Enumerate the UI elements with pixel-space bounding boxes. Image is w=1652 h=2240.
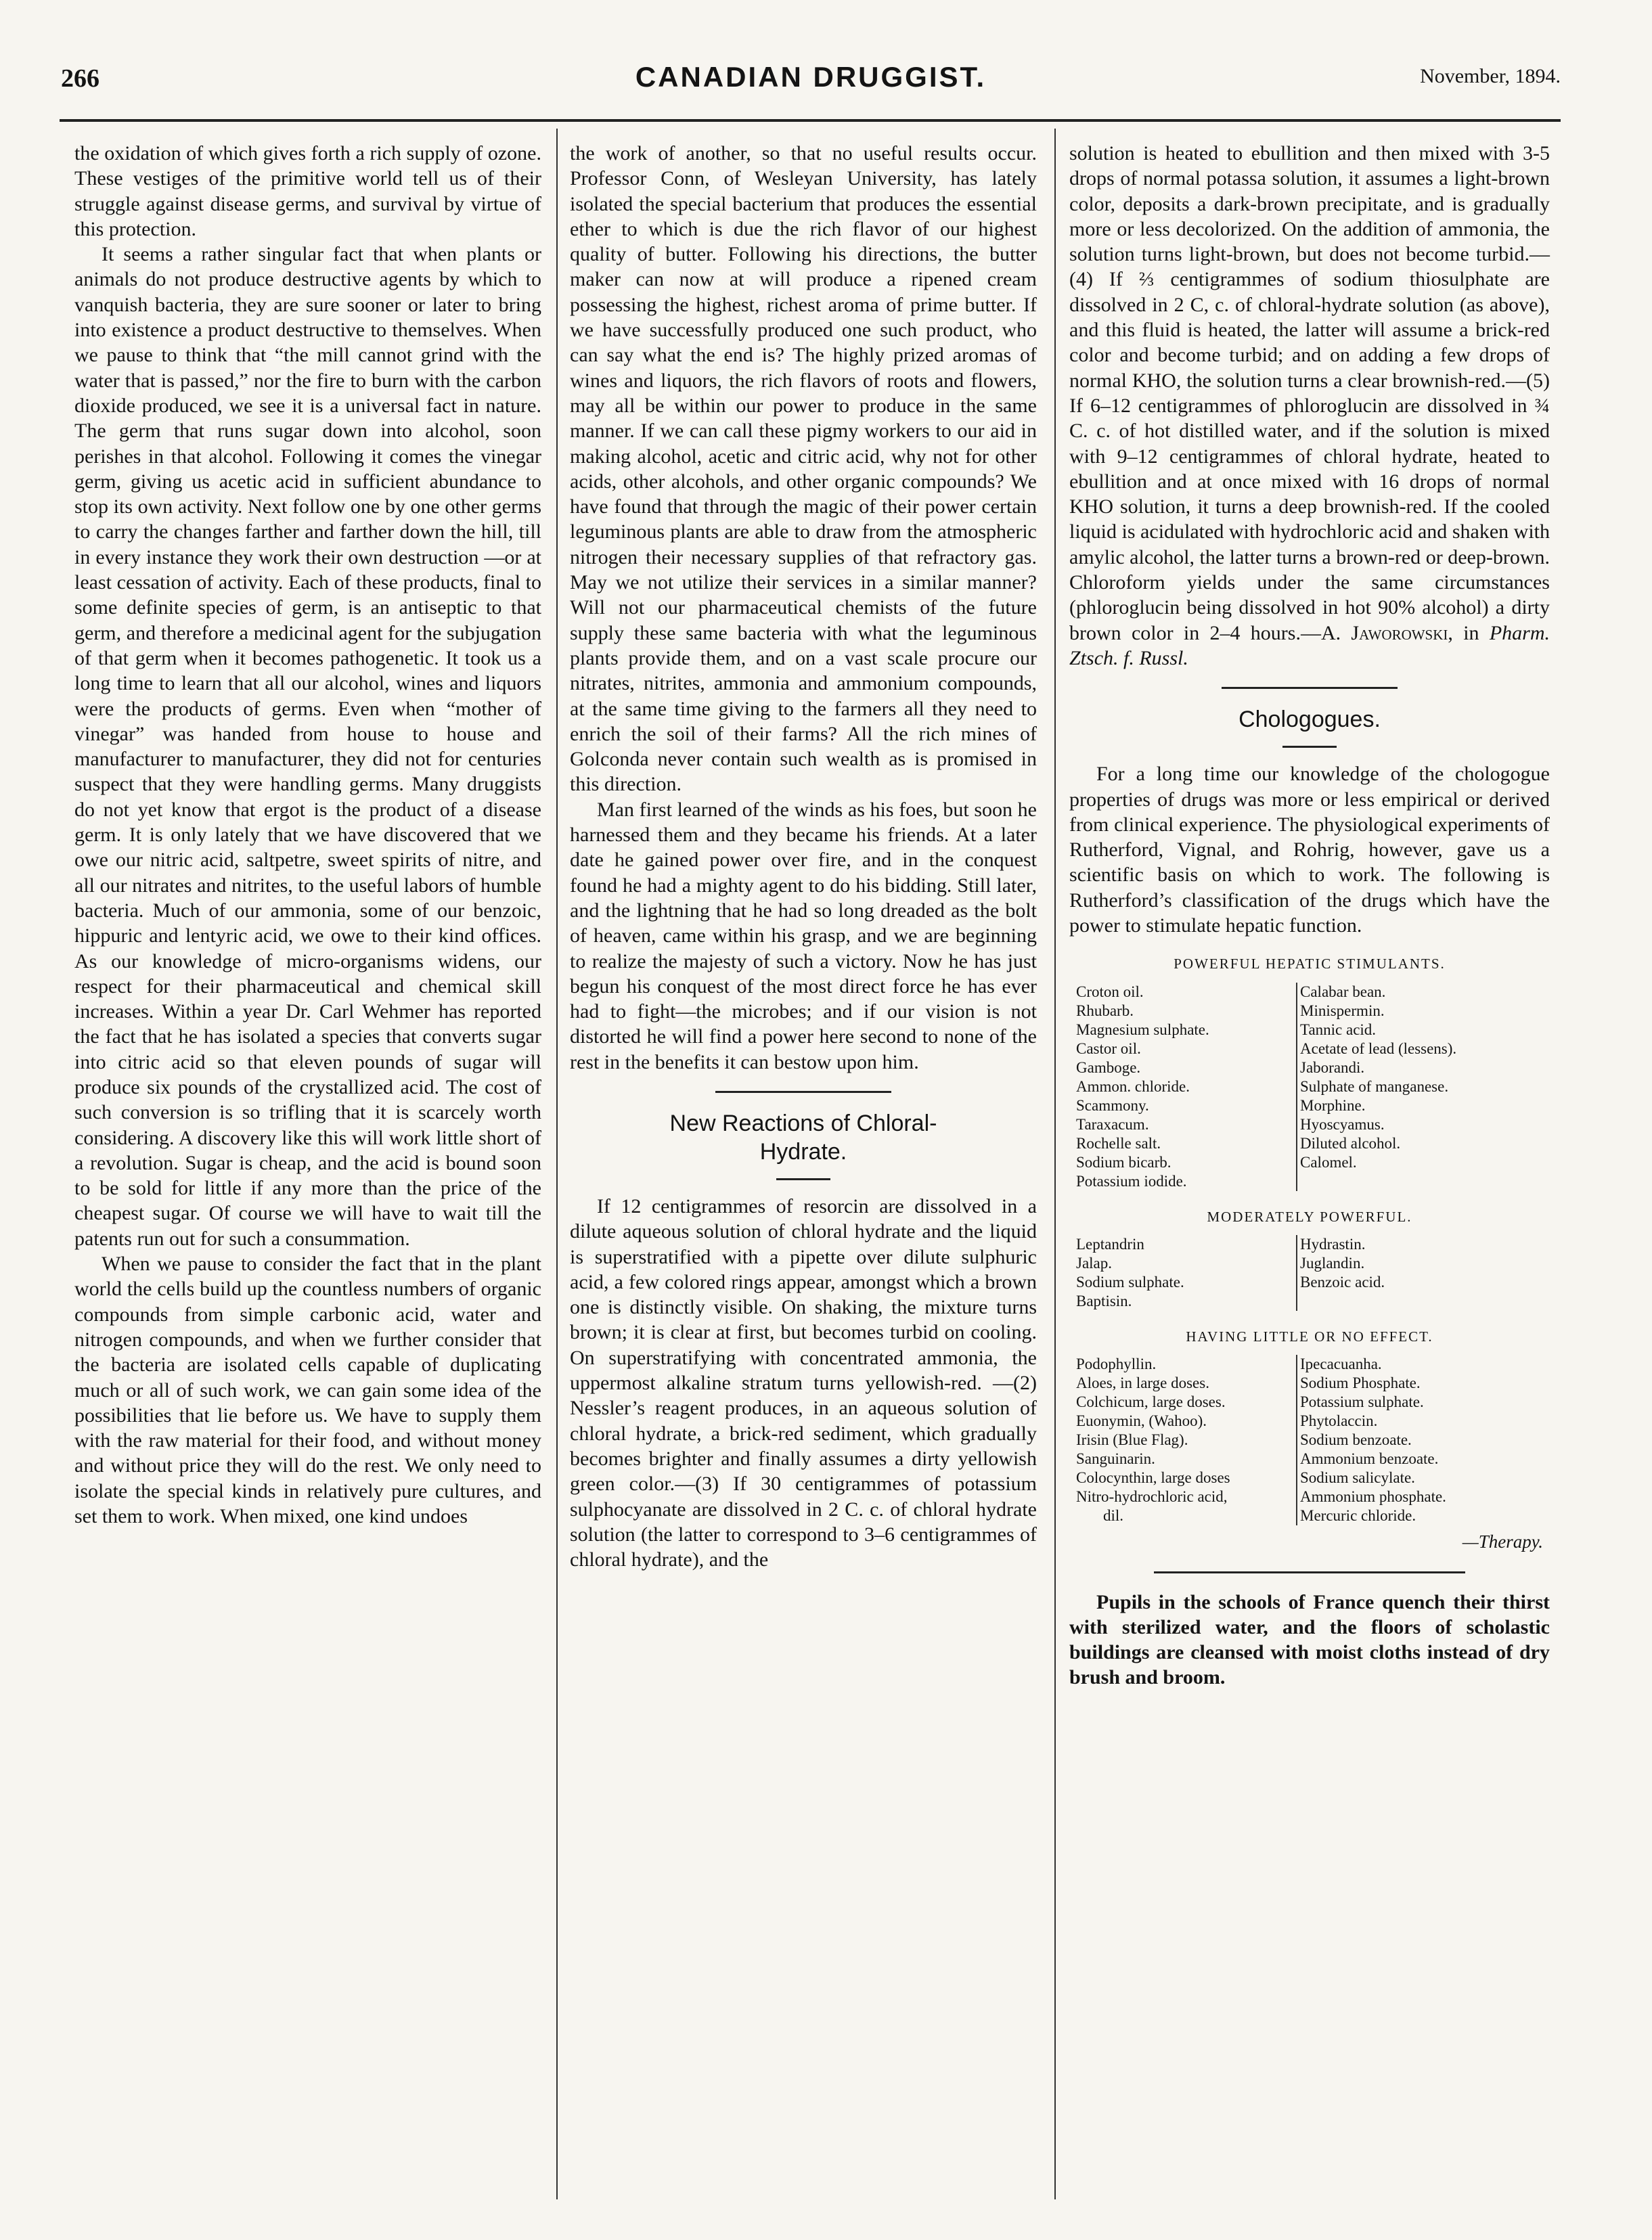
table-cell: Tannic acid.	[1300, 1021, 1377, 1038]
table-cell: Jaborandi.	[1300, 1058, 1365, 1076]
table-cell: Sodium Phosphate.	[1300, 1374, 1421, 1392]
page-header	[61, 61, 1561, 102]
paragraph: the work of another, so that no useful results occur. Professor Conn, of Wesleyan University, has lately isolated the special bacterium that produces the essential ether to which is due the rich flavor of our highest quality of butter. Following his directions, the butter maker can now at will produce a ripened cream possessing the highest, richest aroma of prime butter. If we have successfully produced one such product, who can say what the end is? The highly prized aromas of wines and liquors, the rich flavors of roots and flowers, may all be within our power to produce in the same manner. If we can call these pigmy workers to our aid in making alcohol, acetic and citric acid, why not for other acids, other alcohols, and other organic compounds? We have found that through the magic of their power certain leguminous plants are able to draw from the atmospheric nitrogen their necessary supplies of that refractory gas. May we not utilize their services in a similar manner? Will not our pharmaceutical chemists of the future supply these same bacteria with what the leguminous plants provide them, and on a vast scale procure our nitrates, nitrites, ammonia and ammonium compounds, at the same time giving to the farmers all they need to enrich the soil of their farms? All the rich mines of Golconda never contain such wealth as is promised in this direction.	[570, 142, 1037, 796]
table-cell: Mercuric chloride.	[1300, 1507, 1416, 1525]
page-number: 266	[61, 64, 99, 93]
table-cell: Ammonium phosphate.	[1300, 1488, 1446, 1506]
table-cell: dil.	[1103, 1507, 1124, 1525]
table-cell: Castor oil.	[1076, 1039, 1141, 1057]
table-cell: Sanguinarin.	[1076, 1450, 1155, 1468]
table-cell: Morphine.	[1300, 1096, 1366, 1114]
table-cell: Rhubarb.	[1076, 1002, 1134, 1019]
table-cell: Ammonium benzoate.	[1300, 1450, 1439, 1468]
paragraph: If 12 centigrammes of resorcin are dissolved in a dilute aqueous solution of chloral hydrate and the liquid is superstratified with a pipette over dilute sulphuric acid, a few colored rings appear, amongst which a brown one is distinctly visible. On shaking, the mixture turns brown; it is clear at first, but becomes turbid on cooling. On superstratifying with concentrated ammonia, the uppermost alkaline stratum turns yellowish-red. —(2) Nessler’s reagent produces, in an aqueous solution of chloral hydrate, a brick-red sediment, which gradually becomes brighter and finally assumes a dirty yellowish green color.—(3) If 30 centigrammes of potassium sulphocyanate are dissolved in 2 C. c. of chloral hydrate solution (the latter to correspond to 3–6 centigrammes of chloral hydrate), and the	[570, 1194, 1037, 1571]
section-rule	[1222, 687, 1398, 689]
table-cell: Ammon. chloride.	[1076, 1077, 1190, 1095]
table-title: POWERFUL HEPATIC STIMULANTS.	[1174, 956, 1446, 972]
table-cell: Taraxacum.	[1076, 1115, 1149, 1133]
masthead: CANADIAN DRUGGIST.	[635, 61, 987, 93]
news-note	[1069, 1590, 1550, 1690]
table-cell: Leptandrin	[1076, 1235, 1144, 1253]
drug-table	[1076, 1355, 1550, 1525]
table-cell: Sodium bicarb.	[1076, 1153, 1171, 1171]
column-rule	[556, 129, 558, 2199]
table-cell: Juglandin.	[1300, 1254, 1365, 1272]
table-cell: Rochelle salt.	[1076, 1134, 1161, 1152]
table-cell: Scammony.	[1076, 1096, 1149, 1114]
paragraph: the oxidation of which gives forth a rich supply of ozone. These vestiges of the primitive world tell us of their struggle against disease germs, and survival by virtue of this protection.	[74, 142, 541, 240]
table-title: HAVING LITTLE OR NO EFFECT.	[1186, 1328, 1433, 1345]
paragraph	[1069, 141, 1550, 671]
column-1	[74, 141, 541, 1529]
drug-table	[1076, 983, 1550, 1191]
section-rule	[715, 1091, 891, 1093]
table-cell: Podophyllin.	[1076, 1356, 1157, 1373]
table-left-column	[1076, 983, 1296, 1191]
table-cell: Euonymin, (Wahoo).	[1076, 1412, 1207, 1430]
table-cell: Calomel.	[1300, 1153, 1357, 1171]
table-cell: Potassium sulphate.	[1300, 1393, 1424, 1411]
table-cell: Ipecacuanha.	[1300, 1356, 1382, 1373]
table-cell: Minispermin.	[1300, 1002, 1385, 1019]
table-cell: Hydrastin.	[1300, 1235, 1366, 1253]
table-left-column	[1076, 1235, 1296, 1311]
heading-line: New Reactions of Chloral-	[669, 1110, 937, 1136]
connector-text: , in	[1448, 621, 1479, 644]
table-cell: Sodium sulphate.	[1076, 1273, 1184, 1291]
table-cell: Potassium iodide.	[1076, 1172, 1187, 1190]
heading-rule	[776, 1178, 830, 1180]
section-rule	[1154, 1571, 1465, 1573]
heading-rule	[1282, 746, 1337, 748]
table-cell: Croton oil.	[1076, 983, 1144, 1000]
header-rule	[60, 119, 1561, 122]
table-left-column	[1076, 1355, 1296, 1525]
table-cell: Nitro-hydrochloric acid,	[1076, 1488, 1228, 1506]
table-title: MODERATELY POWERFUL.	[1207, 1208, 1412, 1225]
paragraph: When we pause to consider the fact that in the plant world the cells build up the countless numbers of organic compounds from simple carbonic acid, water and nitrogen compounds, and when we further consider that the bacteria are isolated cells capable of duplicating much or all of such work, we can gain some idea of the possibilities that lie before us. We have to supply them with the raw material for their food, and without money and without price they will do the rest. We only need to isolate the special kinds in relatively pure cultures, and set them to work. When mixed, one kind undoes	[74, 1253, 541, 1528]
paragraph: Pupils in the schools of France quench their thirst with sterilized water, and the floors of scholastic buildings are cleansed with moist cloths instead of dry brush and broom.	[1069, 1590, 1550, 1689]
table-cell: Jalap.	[1076, 1254, 1113, 1272]
column-3	[1069, 141, 1550, 1690]
paragraph-text: solution is heated to ebullition and then mixed with 3-5 drops of normal potassa solution, it assumes a light-brown color, deposits a dark-brown precipitate, and is gradually more or less decolorized. On the addition of ammonia, the solution turns light-brown, but does not become turbid.—(4) If ⅔ centigrammes of sodium thiosulphate are dissolved in 2 C, c. of chloral-hydrate solution (as above), and this fluid is heated, the latter will assume a brick-red color and become turbid; and on adding a few drops of normal KHO, the solution turns a clear brownish-red.—(5) If 6–12 centigrammes of phloroglucin are dissolved in ¾ C. c. of hot distilled water, and if the solution is mixed with 9–12 centigrammes of chloral hydrate, heated to ebullition and at once mixed with 16 drops of normal KHO solution, it turns a deep brownish-red. If the cooled liquid is acidulated with hydrochloric acid and shaken with amylic alcohol, the latter turns a brown-red or deep-brown. Chloroform yields under the same circumstances (phloroglucin being dissolved in hot 90% alcohol) a dirty brown color in 2–4 hours.—A.	[1069, 142, 1550, 644]
table-cell: Aloes, in large doses.	[1076, 1374, 1209, 1392]
table-cell: Sodium salicylate.	[1300, 1469, 1415, 1487]
table-cell: Irisin (Blue Flag).	[1076, 1431, 1188, 1449]
table-cell: Benzoic acid.	[1300, 1273, 1385, 1291]
table-right-column	[1296, 1235, 1550, 1311]
drug-table	[1076, 1235, 1550, 1311]
source-attribution: —Therapy.	[1462, 1531, 1543, 1552]
table-cell: Sulphate of manganese.	[1300, 1077, 1449, 1095]
heading-line: Hydrate.	[759, 1138, 847, 1165]
table-cell: Colchicum, large doses.	[1076, 1393, 1226, 1411]
paragraph: Man first learned of the winds as his foes, but soon he harnessed them and they became his friends. At a later date he gained power over fire, and in the conquest found he had a mighty agent to do his bidding. Still later, and the lightning that he had so long dreaded as the bolt of heaven, came within his grasp, and we are beginning to realize the majesty of such a victory. Now he has just begun his conquest of the most direct force he has ever had to fight—the microbes; and if our vision is not distorted he will find a power here second to none of the rest in the benefits it can bestow upon him.	[570, 798, 1037, 1073]
table-right-column	[1296, 983, 1550, 1191]
table-cell: Baptisin.	[1076, 1292, 1132, 1309]
paragraph: It seems a rather singular fact that when plants or animals do not produce destructive agents by which to vanquish bacteria, they are sure sooner or later to bring into existence a product destructive to themselves. When we pause to think that “the mill cannot grind with the water that is passed,” nor the fire to burn with the carbon dioxide produced, we see it is a universal fact in nature. The germ that runs sugar down into alcohol, soon perishes in that alcohol. Following it comes the vinegar germ, giving us acetic acid in sufficient abundance to stop its own activity. Next follow one by one other germs to carry the changes farther and farther down the hill, till in every instance they work their own destruction —or at least cessation of activity. Each of these products, final to some definite species of germ, is an antiseptic to that germ, and therefore a medicinal agent for the subjugation of that germ when it becomes pathogenetic. It took us a long time to learn that all our alcohol, wines and liquors were the products of germs. Even when “mother of vinegar” was handed from house to house and manufacturer to manufacturer, they did not for centuries suspect that they were handling germs. Many druggists do not yet know that ergot is the product of a disease germ. It is only lately that we have discovered that we owe our nitric acid, saltpetre, sweet spirits of nitre, and all our nitrates and nitrites, to the useful labors of humble bacteria. Much of our ammonia, some of our benzoic, hippuric and lentyric acid, we owe to their kind offices. As our knowledge of micro-organisms widens, our respect for their pharmaceutical and chemical skill increases. Within a year Dr. Carl Wehmer has reported the fact that he has isolated a species that converts sugar into citric acid so that eleven pounds of sugar will produce six pounds of the crystallized acid. The cost of such conversion is so trifling that it is scarcely worth considering. A discovery like this will work little short of a revolution. Sugar is cheap, and the acid is bound soon to be sold for little if any more than the price of the cheapest sugar. Of course we will have to wait till the patents run out for such a consummation.	[74, 243, 541, 1250]
article-heading-chologogues: Chologogues.	[1238, 707, 1381, 733]
table-right-column	[1296, 1355, 1550, 1525]
table-cell: Gamboge.	[1076, 1058, 1141, 1076]
table-cell: Phytolaccin.	[1300, 1412, 1378, 1430]
source-citation: Pharm. Ztsch. f. Russl.	[1069, 621, 1550, 669]
table-cell: Magnesium sulphate.	[1076, 1021, 1209, 1038]
issue-date: November, 1894.	[1420, 65, 1561, 87]
table-cell: Calabar bean.	[1300, 983, 1386, 1000]
table-cell: Diluted alcohol.	[1300, 1134, 1401, 1152]
article-heading-chloral	[570, 1109, 1037, 1166]
table-cell: Colocynthin, large doses	[1076, 1469, 1230, 1487]
column-2	[570, 141, 1037, 1572]
author-name: Jaworowski	[1351, 621, 1448, 644]
table-cell: Acetate of lead (lessens).	[1300, 1039, 1457, 1057]
paragraph: For a long time our knowledge of the chologogue properties of drugs was more or less empirical or derived from clinical experience. The physiological experiments of Rutherford, Vignal, and Rohrig, however, gave us a scientific basis on which to work. The following is Rutherford’s classification of the drugs which have the power to stimulate hepatic function.	[1069, 763, 1550, 937]
table-cell: Sodium benzoate.	[1300, 1431, 1412, 1449]
column-rule	[1054, 129, 1056, 2199]
table-cell: Hyoscyamus.	[1300, 1115, 1385, 1133]
